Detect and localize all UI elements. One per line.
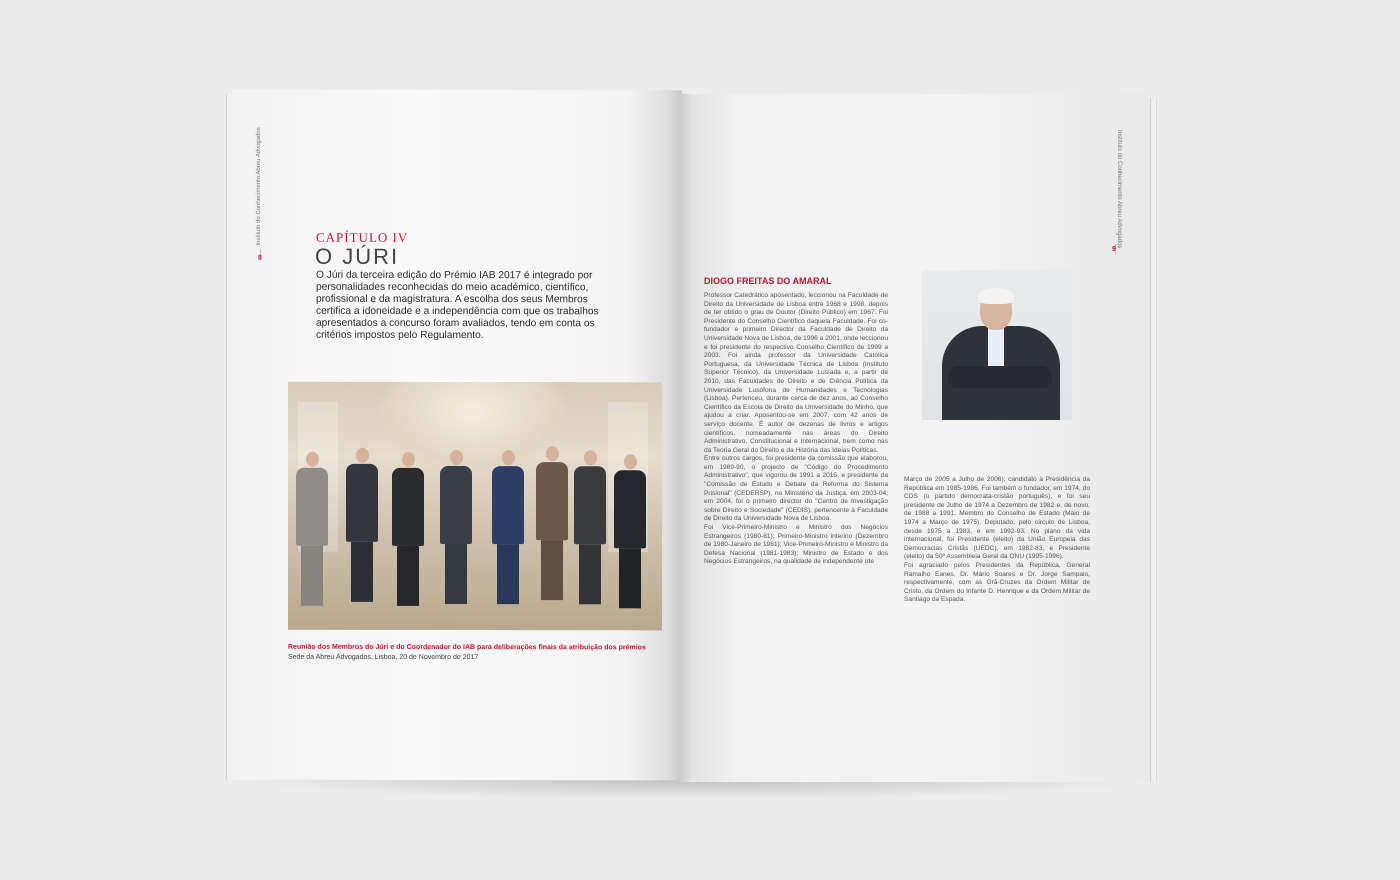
person-figure [492, 450, 524, 604]
person-figure [440, 450, 472, 604]
right-page-number: 9 [1112, 246, 1116, 253]
bio-paragraph: Foi Vice-Primeiro-Ministro e Ministro dos Negócios Estrangeiros (1980-81); Primeiro-Ministro interino (Dezembro de 1980-Janeiro de 1981); Vice-Primeiro-Ministro e Ministro da Defesa Nacional (1981-1983); Ministro de Estado e dos Negócios Estrangeiros, na qualidade de independente (de [704, 524, 888, 566]
chapter-title: O JÚRI [315, 243, 400, 269]
person-figure [574, 450, 606, 604]
right-page-edge [1150, 98, 1157, 782]
left-spine-text: Instituto do Conhecimento Abreu Advogados [256, 127, 262, 246]
person-figure [392, 452, 424, 606]
bio-name: DIOGO FREITAS DO AMARAL [704, 276, 832, 286]
right-page [678, 94, 1148, 782]
bio-paragraph: Março de 2005 a Julho de 2006); candidato à Presidência da República em 1985-1986. Foi também o fundador, em 1974, do CDS (o partido democrata-cristão português), e foi seu presidente de Julho de 1974 a Dezembro de 1982 e, de novo, de 1988 a 1991. Membro do Conselho de Estado (Maio de 1974 a Março de 1975). Deputado, pelo círculo de Lisboa, desde 1975 a 1983, e em 1992-93. No plano da vida internacional, foi Presidente (eleito) da União Europeia das Democracias Cristãs (UEDC), em 1982-83, e Presidente (eleito) da 50ª Assembleia Geral da ONU (1995-1996). [904, 476, 1090, 561]
right-spine-text: Instituto do Conhecimento Abreu Advogados [1116, 130, 1122, 249]
photo-caption-subtitle: Sede da Abreu Advogados, Lisboa, 20 de Novembro de 2017 [288, 653, 479, 662]
person-figure [296, 452, 328, 606]
person-figure [346, 448, 378, 602]
portrait-photo [922, 270, 1072, 420]
photo-caption-title: Reunião dos Membros do Júri e do Coordenador do IAB para deliberações finais da atribuição dos prémios [288, 643, 646, 652]
bio-paragraph: Foi agraciado pelos Presidentes da República, General Ramalho Eanes, Dr. Mário Soares e Dr. Jorge Sampaio, respectivamente, com as Grã-Cruzes da Ordem Militar de Cristo, da Ordem do Infante D. Henrique e da Ordem Militar de Santiago da Espada. [904, 561, 1090, 604]
chapter-label: CAPÍTULO IV [316, 229, 409, 245]
bio-column-2 [904, 476, 1090, 605]
bio-paragraph: Professor Catedrático aposentado, leccionou na Faculdade de Direito da Universidade de Lisboa entre 1968 e 1998, depois de ter obtido o grau de Doutor (Direito Público) em 1967. Foi Presidente do Conselho Científico daquela Faculdade. Foi co-fundador e primeiro Director da Faculdade de Direito da Universidade Nova de Lisboa, de 1996 a 2001, onde leccionou e foi presidente do respectivo Conselho Científico de 1999 a 2003. Foi ainda professor da Universidade Católica Portuguesa, da Universidade Técnica de Lisboa (Instituto Superior Técnico), da Universidade Lusíada e, a partir de 2010, das Faculdades de Direito e de Ciência Política da Universidade Lusófona de Humanidades e Tecnologias (Lisboa). Pertenceu, durante cerca de dez anos, ao Conselho Científico da Escola de Direito da Universidade do Minho, que ajudou a criar. Aposentou-se em 2007, com 42 anos de serviço docente. É autor de dezenas de livros e artigos científicos, nomeadamente nas áreas do Direito Administrativo, Constitucional e Internacional, bem como nas da Teoria Geral do Direito e da História das Ideias Políticas. [704, 292, 888, 454]
person-figure [536, 446, 568, 600]
brochure-spread [226, 90, 1156, 790]
jury-group-photo [288, 382, 662, 631]
left-page [232, 90, 682, 781]
intro-paragraph: O Júri da terceira edição do Prémio IAB 2017 é integrado por personalidades reconhecidas do meio académico, científico, profissional e da magistratura. A escolha dos seus Membros certifica a idoneidade e a independência com que os trabalhos apresentados a concurso foram avaliados, tendo em conta os critérios impostos pelo Regulamento. [316, 269, 599, 342]
left-page-number: 8 [258, 254, 262, 262]
bio-column-1 [704, 292, 888, 567]
bio-paragraph: Entre outros cargos, foi presidente da comissão que elaborou, em 1989-90, o projecto de "Código do Procedimento Administrativo", que vigorou de 1991 a 2015, e presidente da "Comissão de Estudo e Debate da Reforma do Sistema Prisional" (CEDERSP), no Ministério da Justiça, em 2003-04; em 2004, foi o primeiro director do "Centro de Investigação sobre Direito e Sociedade" (CEDIS), pertencente à Faculdade de Direito da Universidade Nova de Lisboa. [704, 455, 888, 523]
person-figure [614, 454, 646, 608]
